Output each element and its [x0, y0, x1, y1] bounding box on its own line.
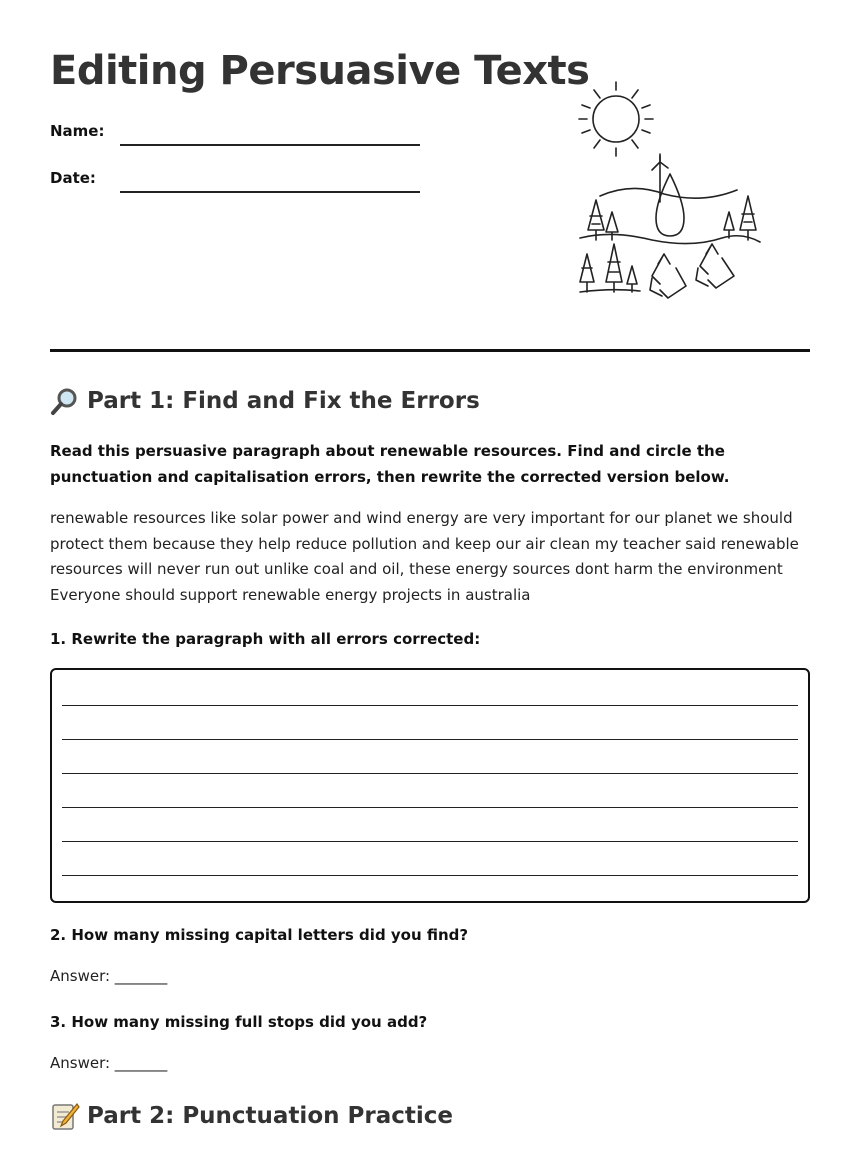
rewrite-answer-box[interactable]	[50, 668, 810, 903]
answer-line	[62, 807, 798, 808]
question-3: 3. How many missing full stops did you add?	[50, 1013, 428, 1031]
question-1: 1. Rewrite the paragraph with all errors corrected:	[50, 630, 481, 648]
part1-instructions: Read this persuasive paragraph about renewable resources. Find and circle the punctuation and capitalisation errors, then rewrite the corrected version below.	[50, 442, 730, 486]
date-write-line[interactable]	[120, 191, 420, 193]
date-field	[50, 169, 430, 199]
magnifying-glass-icon	[50, 386, 80, 416]
error-passage: renewable resources like solar power and wind energy are very important for our planet we should protect them because they help reduce pollution and keep our air clean my teacher said renewable resources will never run out unlike coal and oil, these energy sources dont harm the environment Everyone should support renewable energy projects in australia	[50, 509, 799, 604]
sun-icon	[579, 82, 653, 156]
page-title: Editing Persuasive Texts	[50, 48, 590, 94]
question-3-answer[interactable]: Answer: _______	[50, 1054, 168, 1072]
part1-heading	[50, 386, 480, 416]
renewable-resources-illustration	[572, 78, 767, 303]
answer-line	[62, 773, 798, 774]
answer-line	[62, 739, 798, 740]
question-2-answer[interactable]: Answer: _______	[50, 967, 168, 985]
part2-heading	[50, 1101, 453, 1131]
part2-heading-text: Part 2: Punctuation Practice	[87, 1103, 453, 1129]
name-write-line[interactable]	[120, 144, 420, 146]
question-2: 2. How many missing capital letters did you find?	[50, 926, 469, 944]
name-label: Name:	[50, 122, 105, 140]
answer-line	[62, 705, 798, 706]
name-field	[50, 122, 430, 152]
trees-icon	[580, 196, 756, 292]
date-label: Date:	[50, 169, 96, 187]
answer-line	[62, 841, 798, 842]
memo-pencil-icon	[50, 1101, 80, 1131]
part1-heading-text: Part 1: Find and Fix the Errors	[87, 388, 480, 414]
recycle-symbol-icon	[650, 244, 734, 298]
answer-line	[62, 875, 798, 876]
header-divider	[50, 349, 810, 352]
